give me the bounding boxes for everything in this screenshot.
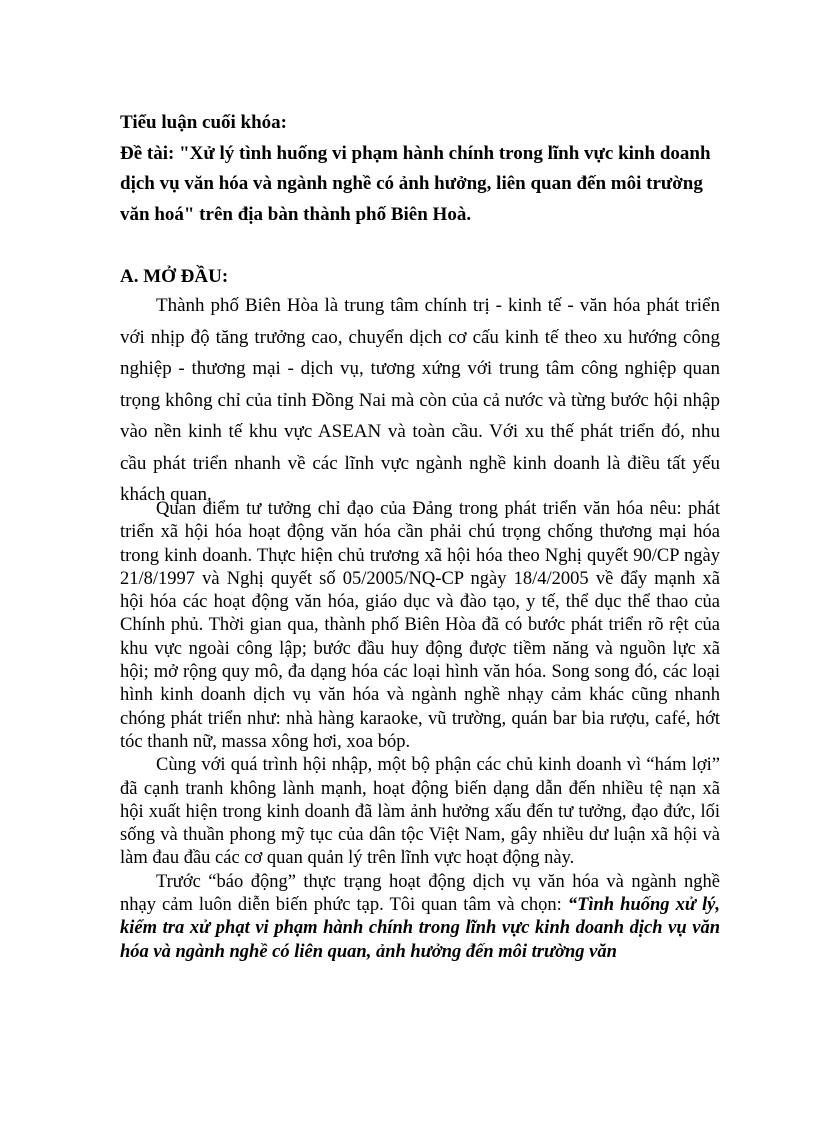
essay-topic: Đề tài: "Xử lý tình huống vi phạm hành chính trong lĩnh vực kinh doanh dịch vụ văn hóa và ngành nghề có ảnh hưởng, liên quan đến môi trường văn hoá" trên địa bàn thành phố Biên Hoà.: [120, 142, 711, 225]
section-heading: A. MỞ ĐẦU:: [120, 266, 229, 287]
paragraph-2: Quan điểm tư tưởng chỉ đạo của Đảng trong phát triển văn hóa nêu: phát triển xã hội hóa hoạt động văn hóa cần phải chú trọng chống thương mại hóa trong kinh doanh. Thực hiện chủ trương xã hội hóa theo Nghị quyết 90/CP ngày 21/8/1997 và Nghị quyết số 05/2005/NQ-CP ngày 18/4/2005 về đẩy mạnh xã hội hóa các hoạt động văn hóa, giáo dục và đào tạo, y tế, thể dục thể thao của Chính phủ. Thời gian qua, thành phố Biên Hòa đã có bước phát triển rõ rệt của khu vực ngoài công lập; bước đầu huy động được tiềm năng và nguồn lực xã hội; mở rộng quy mô, đa dạng hóa các loại hình văn hóa. Song song đó, các loại hình kinh doanh dịch vụ văn hóa và ngành nghề nhạy cảm khác cũng nhanh chóng phát triển như: nhà hàng karaoke, vũ trường, quán bar bia rượu, café, hớt tóc thanh nữ, massa xông hơi, xoa bóp.: [120, 499, 720, 752]
emphasized-topic: “Tình huống xử lý, kiểm tra xử phạt vi phạm hành chính trong lĩnh vực kinh doanh dịch vụ văn hóa và ngành nghề có liên quan, ảnh hưởng đến môi trường văn: [120, 895, 720, 962]
paragraph-4-text: Trước “báo động” thực trạng hoạt động dịch vụ văn hóa và ngành nghề nhạy cảm luôn diễn biến phức tạp. Tôi quan tâm và chọn:: [120, 871, 720, 916]
paragraph-1: Thành phố Biên Hòa là trung tâm chính trị - kinh tế - văn hóa phát triển với nhịp độ tăng trưởng cao, chuyển dịch cơ cấu kinh tế theo xu hướng công nghiệp - thương mại - dịch vụ, tương xứng với trung tâm công nghiệp quan trọng không chỉ của tỉnh Đồng Nai mà còn của cả nước và từng bước hội nhập vào nền kinh tế khu vực ASEAN và toàn cầu. Với xu thế phát triển đó, nhu cầu phát triển nhanh về các lĩnh vực ngành nghề kinh doanh là điều tất yếu khách quan.: [120, 295, 720, 505]
title-block: [120, 108, 720, 230]
paragraph-3: Cùng với quá trình hội nhập, một bộ phận các chủ kinh doanh vì “hám lợi” đã cạnh tranh không lành mạnh, hoạt động biến dạng dẫn đến nhiều tệ nạn xã hội xuất hiện trong kinh doanh đã làm ảnh hưởng xấu đến tư tưởng, đạo đức, lối sống và thuần phong mỹ tục của dân tộc Việt Nam, gây nhiều dư luận xã hội và làm đau đầu các cơ quan quản lý trên lĩnh vực hoạt động này.: [120, 755, 720, 869]
body-text: [120, 498, 720, 964]
paragraph-4: [120, 871, 720, 964]
essay-label: Tiểu luận cuối khóa:: [120, 112, 288, 133]
